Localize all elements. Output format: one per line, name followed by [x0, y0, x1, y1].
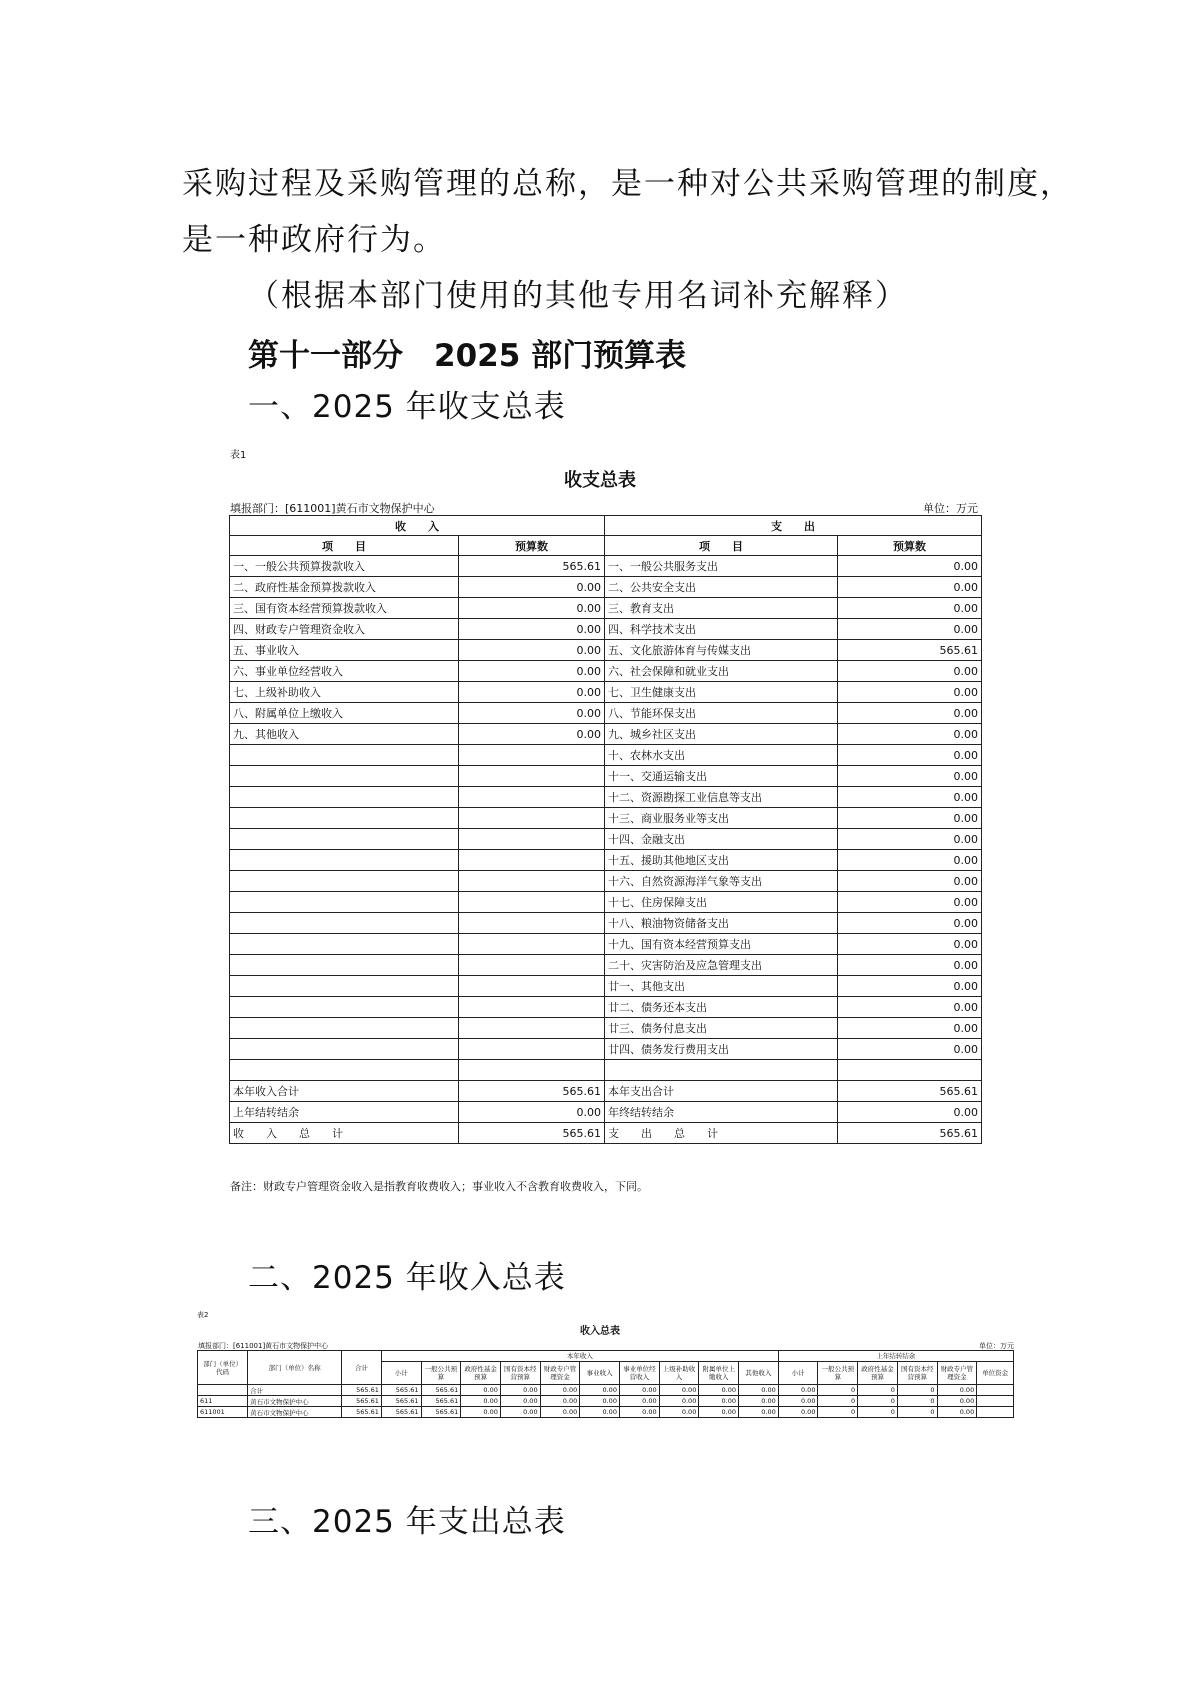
- cell-value: 0.00: [659, 1396, 699, 1407]
- cell-value: 0.00: [739, 1385, 779, 1396]
- cell-in-val: 0.00: [459, 661, 605, 682]
- cell-out-val: 0.00: [838, 997, 982, 1018]
- table-row: [230, 577, 982, 598]
- table-row: [230, 766, 982, 787]
- cell-value: 0.00: [461, 1407, 501, 1418]
- cell-value: 0.00: [699, 1407, 739, 1418]
- table-row: [230, 787, 982, 808]
- subheader-current: 事业收入: [580, 1362, 620, 1385]
- table-row: [230, 745, 982, 766]
- table-row: [198, 1407, 1014, 1418]
- cell-value: 0.00: [699, 1385, 739, 1396]
- cell-value: 0.00: [500, 1385, 540, 1396]
- cell-value: 0.00: [500, 1396, 540, 1407]
- part-heading: 第十一部分 2025 部门预算表: [248, 338, 687, 374]
- section-heading-1: 一、2025 年收支总表: [248, 389, 566, 425]
- cell-code: 611001: [198, 1407, 248, 1418]
- cell-out-val: 565.61: [838, 640, 982, 661]
- cell-in-item: [230, 829, 459, 850]
- cell-value: 0.00: [739, 1396, 779, 1407]
- cell-in-item: [230, 1018, 459, 1039]
- cell-in-val: 0.00: [459, 598, 605, 619]
- cell-out-val: 0.00: [838, 871, 982, 892]
- cell-in-val: [459, 1018, 605, 1039]
- cell-value: 0: [858, 1385, 898, 1396]
- cell-value: 0: [897, 1407, 937, 1418]
- table-row: [230, 1060, 982, 1081]
- cell-value: 0.00: [659, 1407, 699, 1418]
- cell-value: 0.00: [659, 1385, 699, 1396]
- cell-value: 0: [858, 1396, 898, 1407]
- cell-in-item: [230, 808, 459, 829]
- income-header: 收 入: [230, 516, 605, 536]
- cell-in-item: [230, 871, 459, 892]
- cell-out-val: 0.00: [838, 703, 982, 724]
- cell-out-val: 0.00: [838, 787, 982, 808]
- cell-value: 565.61: [381, 1396, 421, 1407]
- cell-out-val: 0.00: [838, 976, 982, 997]
- cell-out-item: 廿四、债务发行费用支出: [605, 1039, 838, 1060]
- cell-in-item: [230, 766, 459, 787]
- cell-out-val: 0.00: [838, 892, 982, 913]
- subheader-prior: 政府性基金预算: [858, 1362, 898, 1385]
- cell-in-item: [230, 892, 459, 913]
- table-row: [230, 892, 982, 913]
- cell-value: 0: [897, 1385, 937, 1396]
- cell-in-val: [459, 997, 605, 1018]
- cell-out-item: 二十、灾害防治及应急管理支出: [605, 955, 838, 976]
- cell-value: 0: [897, 1396, 937, 1407]
- cell-in-val: [459, 1039, 605, 1060]
- cell-out-item: 九、城乡社区支出: [605, 724, 838, 745]
- paragraph-line-2: 是一种政府行为。: [182, 222, 446, 258]
- cell-out-item: 廿二、债务还本支出: [605, 997, 838, 1018]
- subheader-prior: 国有资本经营预算: [897, 1362, 937, 1385]
- cell-out-item: 十六、自然资源海洋气象等支出: [605, 871, 838, 892]
- cell-out-val: 0.00: [838, 1018, 982, 1039]
- cell-out-val: 0.00: [838, 808, 982, 829]
- cell-in-val: [459, 934, 605, 955]
- table1-tag: 表1: [230, 450, 247, 461]
- cell-out-val: 0.00: [838, 661, 982, 682]
- cell-in-val: 565.61: [459, 1081, 605, 1102]
- subheader-current: 财政专户管理资金: [540, 1362, 580, 1385]
- cell-out-item: 十八、粮油物资储备支出: [605, 913, 838, 934]
- cell-value: 565.61: [342, 1407, 382, 1418]
- cell-value: 565.61: [381, 1385, 421, 1396]
- col-budget-expense: 预算数: [838, 536, 982, 556]
- cell-in-item: 八、附属单位上缴收入: [230, 703, 459, 724]
- cell-out-item: 五、文化旅游体育与传媒支出: [605, 640, 838, 661]
- cell-out-val: [838, 1060, 982, 1081]
- table2-dept: 填报部门：[611001]黄石市文物保护中心: [198, 1342, 329, 1350]
- cell-out-val: 0.00: [838, 913, 982, 934]
- subheader-current: 上级补助收入: [659, 1362, 699, 1385]
- cell-in-val: [459, 787, 605, 808]
- cell-in-item: [230, 1060, 459, 1081]
- table-row: [230, 976, 982, 997]
- cell-out-item: [605, 1060, 838, 1081]
- table-row: [230, 913, 982, 934]
- cell-name: 黄石市文物保护中心: [248, 1407, 342, 1418]
- cell-in-item: 收 入 总 计: [230, 1123, 459, 1144]
- cell-in-val: [459, 955, 605, 976]
- cell-value: 0.00: [778, 1396, 818, 1407]
- cell-value: 0.00: [739, 1407, 779, 1418]
- cell-in-val: [459, 1060, 605, 1081]
- cell-in-item: [230, 997, 459, 1018]
- cell-value: 0.00: [778, 1407, 818, 1418]
- cell-out-item: 十三、商业服务业等支出: [605, 808, 838, 829]
- cell-in-item: 七、上级补助收入: [230, 682, 459, 703]
- cell-out-item: 二、公共安全支出: [605, 577, 838, 598]
- cell-out-val: 0.00: [838, 1102, 982, 1123]
- cell-in-val: 0.00: [459, 577, 605, 598]
- section-heading-3: 三、2025 年支出总表: [248, 1504, 566, 1540]
- header-total: 合计: [342, 1351, 382, 1385]
- cell-in-item: [230, 1039, 459, 1060]
- table-row: [230, 808, 982, 829]
- cell-name: 合计: [248, 1385, 342, 1396]
- cell-value: 565.61: [381, 1407, 421, 1418]
- cell-value: 565.61: [421, 1385, 461, 1396]
- table-row: [230, 871, 982, 892]
- cell-in-val: 565.61: [459, 556, 605, 577]
- cell-out-val: 0.00: [838, 577, 982, 598]
- cell-value: 0.00: [540, 1385, 580, 1396]
- cell-in-item: [230, 976, 459, 997]
- cell-in-item: [230, 913, 459, 934]
- table-row: [230, 1081, 982, 1102]
- cell-out-item: 十七、住房保障支出: [605, 892, 838, 913]
- cell-in-val: [459, 892, 605, 913]
- cell-value: 0: [858, 1407, 898, 1418]
- table-row: [230, 934, 982, 955]
- cell-in-item: 九、其他收入: [230, 724, 459, 745]
- cell-value: 0.00: [619, 1385, 659, 1396]
- cell-in-item: [230, 850, 459, 871]
- table1-note: 备注：财政专户管理资金收入是指教育收费收入；事业收入不含教育收费收入，下同。: [230, 1180, 648, 1193]
- cell-out-item: 七、卫生健康支出: [605, 682, 838, 703]
- paragraph-line-1: 采购过程及采购管理的总称，是一种对公共采购管理的制度，: [182, 166, 1073, 202]
- cell-value: 0.00: [500, 1407, 540, 1418]
- cell-in-val: [459, 913, 605, 934]
- subheader-current: 附属单位上缴收入: [699, 1362, 739, 1385]
- table-row: [230, 955, 982, 976]
- header-current-year: 本年收入: [381, 1351, 778, 1362]
- cell-value: [977, 1385, 1014, 1396]
- cell-in-val: 0.00: [459, 619, 605, 640]
- cell-out-val: 0.00: [838, 829, 982, 850]
- cell-out-val: 0.00: [838, 955, 982, 976]
- cell-in-item: 二、政府性基金预算拨款收入: [230, 577, 459, 598]
- header-prior-year: 上年结转结余: [778, 1351, 1013, 1362]
- table1-unit: 单位：万元: [923, 502, 978, 515]
- cell-out-item: 四、科学技术支出: [605, 619, 838, 640]
- cell-out-item: 廿三、债务付息支出: [605, 1018, 838, 1039]
- cell-out-val: 0.00: [838, 682, 982, 703]
- table-row: [230, 1123, 982, 1144]
- subheader-current: 其他收入: [739, 1362, 779, 1385]
- cell-code: 611: [198, 1396, 248, 1407]
- cell-value: 0.00: [540, 1396, 580, 1407]
- subheader-current: 政府性基金预算: [461, 1362, 501, 1385]
- cell-in-val: [459, 745, 605, 766]
- cell-value: 0.00: [778, 1385, 818, 1396]
- cell-in-val: [459, 976, 605, 997]
- cell-value: 0.00: [937, 1407, 977, 1418]
- cell-in-item: 上年结转结余: [230, 1102, 459, 1123]
- cell-value: 565.61: [421, 1396, 461, 1407]
- cell-out-item: 十二、资源勘探工业信息等支出: [605, 787, 838, 808]
- cell-out-val: 0.00: [838, 619, 982, 640]
- cell-in-val: 0.00: [459, 703, 605, 724]
- expense-header: 支 出: [605, 516, 982, 536]
- table-row: [230, 1102, 982, 1123]
- cell-value: 0.00: [540, 1407, 580, 1418]
- cell-value: 0: [818, 1385, 858, 1396]
- cell-value: 0.00: [937, 1385, 977, 1396]
- table1-dept: 填报部门：[611001]黄石市文物保护中心: [230, 502, 435, 515]
- cell-in-item: 五、事业收入: [230, 640, 459, 661]
- header-code: 部门（单位）代码: [198, 1351, 248, 1385]
- cell-in-item: 三、国有资本经营预算拨款收入: [230, 598, 459, 619]
- cell-in-item: 本年收入合计: [230, 1081, 459, 1102]
- cell-value: 0.00: [937, 1396, 977, 1407]
- subheader-current: 小计: [381, 1362, 421, 1385]
- table2-unit: 单位：万元: [979, 1342, 1014, 1350]
- cell-value: 0.00: [699, 1396, 739, 1407]
- cell-code: [198, 1385, 248, 1396]
- cell-out-val: 0.00: [838, 1039, 982, 1060]
- cell-value: [977, 1407, 1014, 1418]
- cell-value: 0: [818, 1407, 858, 1418]
- table2-title: 收入总表: [580, 1326, 620, 1337]
- table-row: [230, 724, 982, 745]
- cell-out-item: 六、社会保障和就业支出: [605, 661, 838, 682]
- cell-value: 565.61: [421, 1407, 461, 1418]
- cell-in-val: 0.00: [459, 640, 605, 661]
- subheader-current: 事业单位经营收入: [619, 1362, 659, 1385]
- cell-value: 0.00: [580, 1396, 620, 1407]
- cell-out-val: 0.00: [838, 934, 982, 955]
- cell-in-val: [459, 808, 605, 829]
- header-row: [198, 1351, 1014, 1362]
- cell-out-val: 0.00: [838, 556, 982, 577]
- cell-in-item: 六、事业单位经营收入: [230, 661, 459, 682]
- table-row: [230, 661, 982, 682]
- cell-out-val: 0.00: [838, 724, 982, 745]
- subheader-prior: 单位资金: [977, 1362, 1014, 1385]
- table-row: [230, 703, 982, 724]
- table-row: [230, 1039, 982, 1060]
- table-row: [198, 1396, 1014, 1407]
- col-item-expense: 项 目: [605, 536, 838, 556]
- table-row: [230, 640, 982, 661]
- table-row: [230, 850, 982, 871]
- table-row: [230, 997, 982, 1018]
- paragraph-note: （根据本部门使用的其他专用名词补充解释）: [248, 278, 908, 314]
- cell-in-val: 0.00: [459, 724, 605, 745]
- header-name: 部门（单位）名称: [248, 1351, 342, 1385]
- cell-out-item: 十九、国有资本经营预算支出: [605, 934, 838, 955]
- col-budget-income: 预算数: [459, 536, 605, 556]
- income-expense-table: [229, 515, 982, 1144]
- cell-in-item: [230, 787, 459, 808]
- cell-out-item: 本年支出合计: [605, 1081, 838, 1102]
- cell-in-item: [230, 955, 459, 976]
- cell-out-item: 八、节能环保支出: [605, 703, 838, 724]
- cell-in-val: [459, 829, 605, 850]
- cell-out-val: 0.00: [838, 745, 982, 766]
- cell-in-val: [459, 850, 605, 871]
- cell-value: 0.00: [619, 1396, 659, 1407]
- cell-out-item: 廿一、其他支出: [605, 976, 838, 997]
- cell-value: 565.61: [342, 1396, 382, 1407]
- cell-out-item: 年终结转结余: [605, 1102, 838, 1123]
- table-row: [230, 619, 982, 640]
- cell-in-item: 一、一般公共预算拨款收入: [230, 556, 459, 577]
- col-item-income: 项 目: [230, 536, 459, 556]
- cell-out-item: 十一、交通运输支出: [605, 766, 838, 787]
- table-row: [230, 1018, 982, 1039]
- subheader-prior: 财政专户管理资金: [937, 1362, 977, 1385]
- subheader-current: 国有资本经营预算: [500, 1362, 540, 1385]
- cell-in-item: [230, 745, 459, 766]
- subheader-prior: 一般公共预算: [818, 1362, 858, 1385]
- subheader-current: 一般公共预算: [421, 1362, 461, 1385]
- cell-value: 0.00: [461, 1396, 501, 1407]
- cell-in-item: 四、财政专户管理资金收入: [230, 619, 459, 640]
- cell-out-item: 一、一般公共服务支出: [605, 556, 838, 577]
- cell-out-item: 支 出 总 计: [605, 1123, 838, 1144]
- cell-out-val: 565.61: [838, 1081, 982, 1102]
- cell-value: 0.00: [580, 1385, 620, 1396]
- cell-out-item: 十、农林水支出: [605, 745, 838, 766]
- section-heading-2: 二、2025 年收入总表: [248, 1260, 566, 1296]
- cell-value: 0.00: [461, 1385, 501, 1396]
- cell-name: 黄石市文物保护中心: [248, 1396, 342, 1407]
- table2-tag: 表2: [197, 1311, 209, 1319]
- cell-out-val: 565.61: [838, 1123, 982, 1144]
- cell-in-val: 565.61: [459, 1123, 605, 1144]
- cell-in-val: 0.00: [459, 1102, 605, 1123]
- cell-out-val: 0.00: [838, 766, 982, 787]
- table-row: [230, 556, 982, 577]
- income-summary-table: [197, 1350, 1014, 1418]
- cell-value: 565.61: [342, 1385, 382, 1396]
- table-row: [230, 598, 982, 619]
- cell-out-item: 十五、援助其他地区支出: [605, 850, 838, 871]
- table-row: [230, 682, 982, 703]
- cell-value: 0: [818, 1396, 858, 1407]
- cell-value: 0.00: [580, 1407, 620, 1418]
- table1-title: 收支总表: [564, 470, 636, 491]
- cell-out-val: 0.00: [838, 598, 982, 619]
- cell-value: 0.00: [619, 1407, 659, 1418]
- cell-value: [977, 1396, 1014, 1407]
- cell-in-val: 0.00: [459, 682, 605, 703]
- subheader-prior: 小计: [778, 1362, 818, 1385]
- table-row: [198, 1385, 1014, 1396]
- cell-in-val: [459, 871, 605, 892]
- cell-in-val: [459, 766, 605, 787]
- cell-out-item: 十四、金融支出: [605, 829, 838, 850]
- cell-in-item: [230, 934, 459, 955]
- cell-out-val: 0.00: [838, 850, 982, 871]
- cell-out-item: 三、教育支出: [605, 598, 838, 619]
- table-row: [230, 829, 982, 850]
